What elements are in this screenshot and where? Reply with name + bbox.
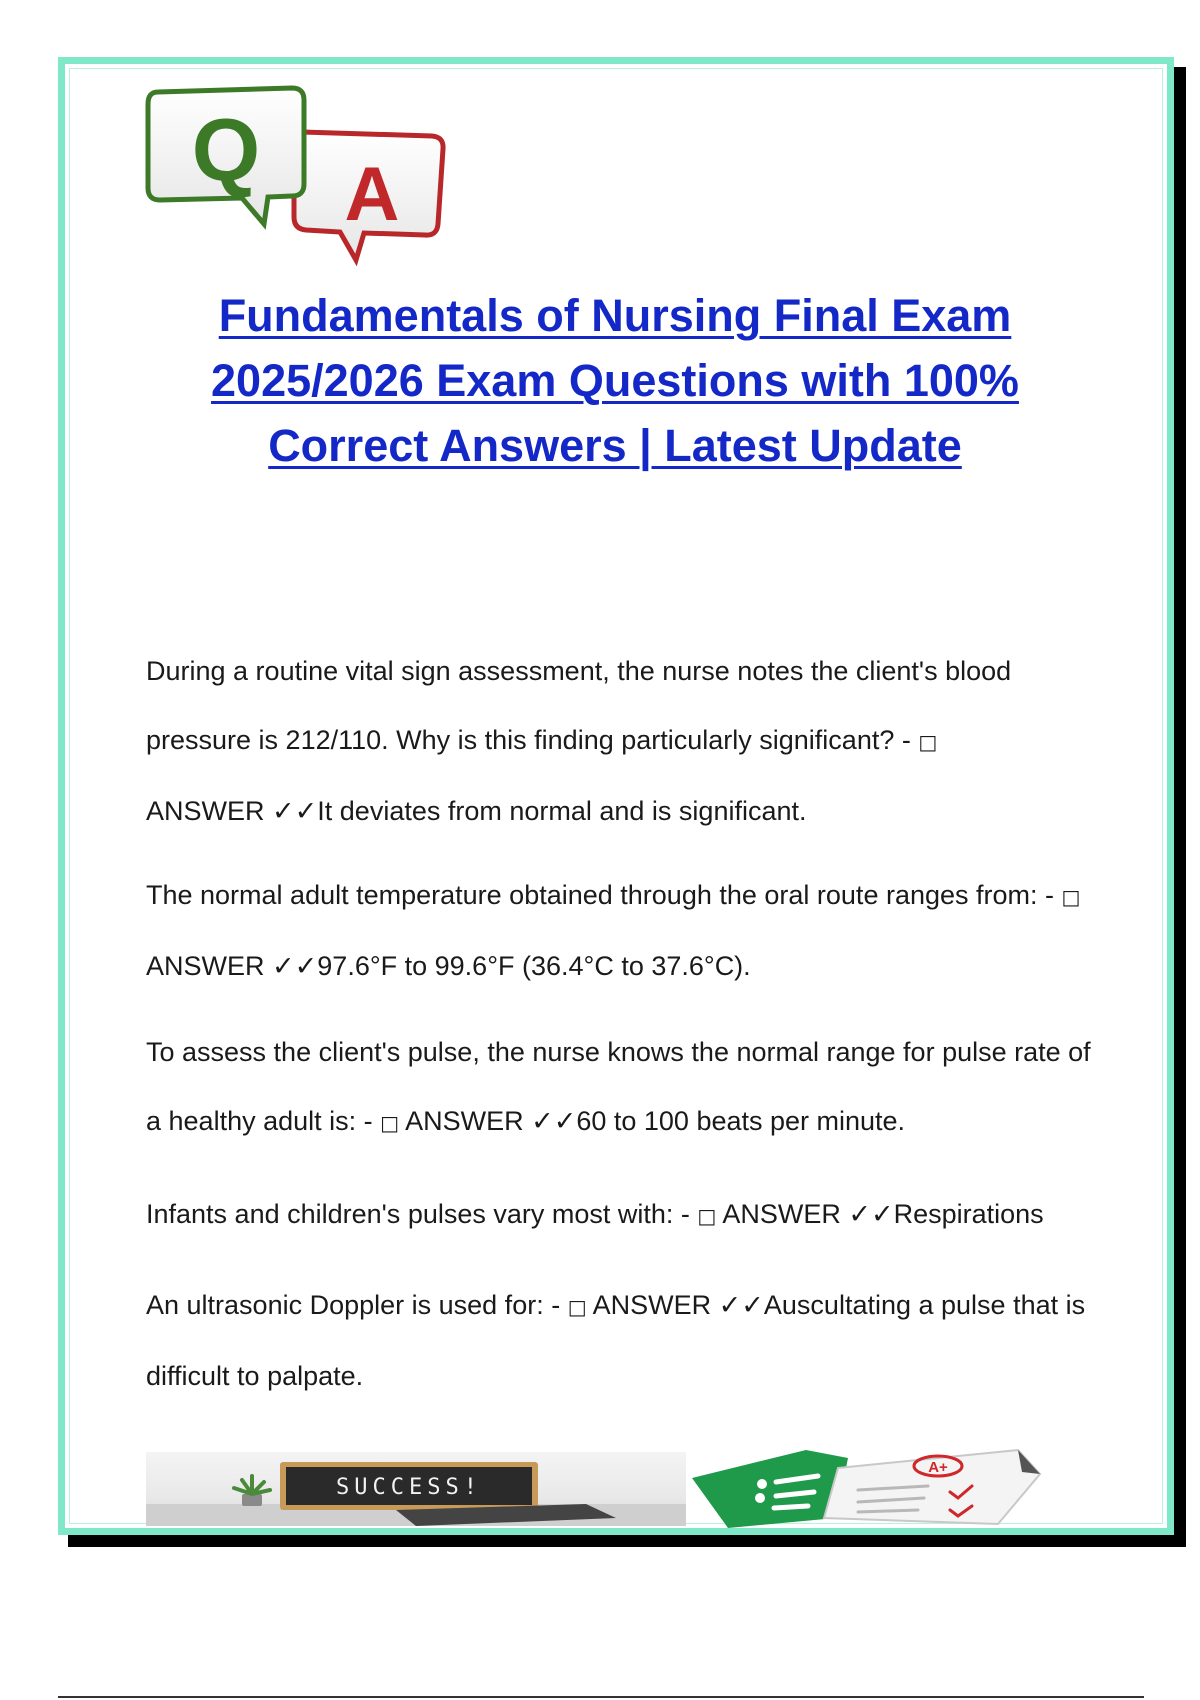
answer-marker-icon: □ [1061,885,1081,909]
answer-marker-icon: □ [697,1204,717,1228]
answer-text: Respirations [893,1199,1044,1229]
checkmark-icon: ✓✓ [718,1290,764,1321]
checkmark-icon: ✓✓ [531,1106,577,1137]
answer-text: It deviates from normal and is significant. [317,796,807,826]
success-board-image [146,1452,686,1526]
qa-item-2 [146,861,1106,1001]
answer-label: ANSWER [405,1106,524,1136]
answer-text: 60 to 100 beats per minute. [576,1106,906,1136]
qa-item-1 [146,637,1106,846]
page-bottom-rule [58,1696,1144,1698]
graded-paper-icon [824,1450,1040,1524]
plant-icon [234,1476,270,1506]
qa-item-4 [146,1180,1106,1251]
answer-text: 97.6°F to 99.6°F (36.4°C to 37.6°C). [317,951,751,981]
answer-bubble-icon [294,132,443,260]
answer-label: ANSWER [146,796,265,826]
question-text: The normal adult temperature obtained through the oral route ranges from: - [146,880,1062,910]
logo-a-letter: A [344,152,400,237]
question-bubble-icon [148,88,304,224]
answer-label: ANSWER [722,1199,841,1229]
question-text: To assess the client's pulse, the nurse knows the normal range for pulse rate of a healthy adult is: - [146,1037,1091,1136]
checkmark-icon: ✓✓ [848,1199,894,1230]
answer-marker-icon: □ [380,1111,400,1135]
answer-marker-icon: □ [567,1295,587,1319]
qa-item-5 [146,1271,1106,1411]
document-title[interactable]: Fundamentals of Nursing Final Exam 2025/2026 Exam Questions with 100% Correct Answers | Latest Update [211,290,1019,471]
logo-q-letter: Q [191,100,261,199]
success-board-illustration [146,1452,686,1526]
checkmark-icon: ✓✓ [272,951,318,982]
qa-logo [144,84,492,284]
checkmark-icon: ✓✓ [272,796,318,827]
board-text: SUCCESS! [336,1475,482,1500]
grade-text: A+ [928,1459,948,1476]
answer-text: Auscultating a pulse that is difficult to palpate. [146,1290,1086,1391]
grade-documents-image [688,1448,1066,1528]
qa-item-3 [146,1018,1106,1158]
answer-label: ANSWER [146,951,265,981]
answer-label: ANSWER [592,1290,712,1320]
answer-marker-icon: □ [918,730,938,754]
grade-documents-illustration [688,1448,1066,1528]
question-text: An ultrasonic Doppler is used for: - [146,1290,568,1320]
question-text: Infants and children's pulses vary most with: - [146,1199,698,1229]
question-text: During a routine vital sign assessment, the nurse notes the client's blood pressure is 212/110. Why is this finding particularly significant? - [146,656,1012,755]
